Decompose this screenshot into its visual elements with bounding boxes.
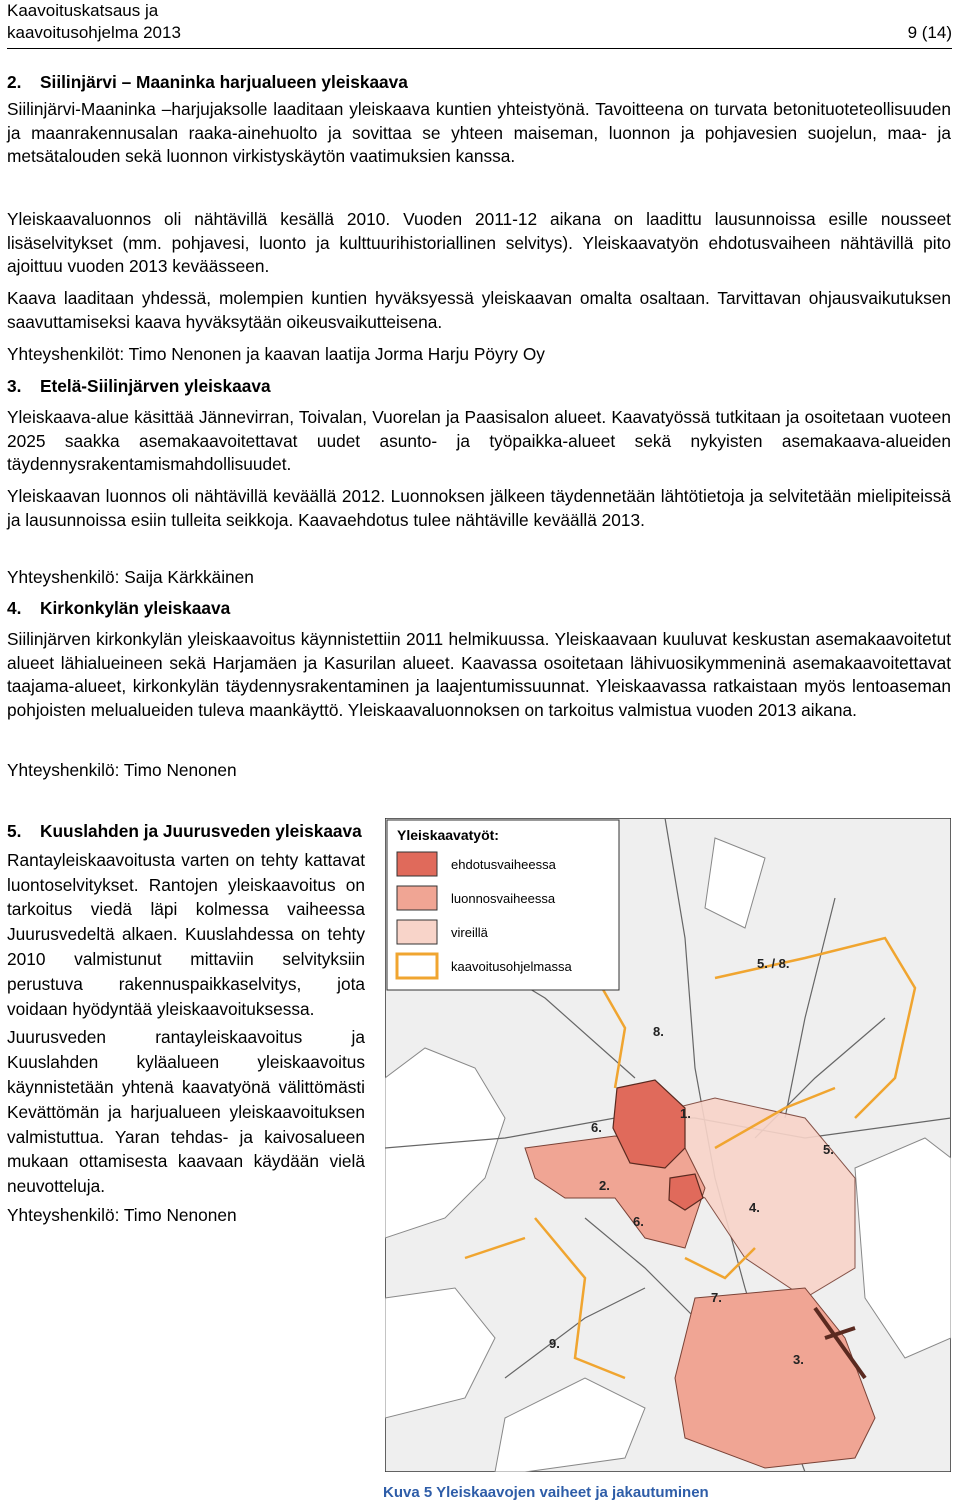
section-4-number: 4. (7, 598, 22, 618)
section-3-number: 3. (7, 376, 22, 396)
section-2-title: Siilinjärvi – Maaninka harjualueen yleiskaava (40, 72, 408, 92)
figure-caption: Kuva 5 Yleiskaavojen vaiheet ja jakautuminen (383, 1484, 709, 1501)
section-2-paragraph-3: Kaava laaditaan yhdessä, molempien kuntien hyväksyessä yleiskaavan omalta osaltaan. Tarvittavan ohjausvaikutuksen saavuttamiseksi kaava hyväksytään oikeusvaikutteisena. (7, 288, 951, 332)
map-svg (385, 818, 951, 1472)
legend-swatch (397, 920, 437, 944)
section-5-heading (7, 819, 365, 844)
legend-label: vireillä (451, 925, 488, 940)
zone-label: 2. (599, 1178, 610, 1193)
section-2-paragraph-2: Yleiskaavaluonnos oli nähtävillä kesällä 2010. Vuoden 2011-12 aikana on laadittu lausunnoissa esille nousseet lisäselvitykset (mm. pohjavesi, luonto ja kulttuurihistoriallinen selvitys). Yleiskaavatyön ehdotusvaiheen nähtävillä pito ajoittuu vuoden 2013 keväässeen. (7, 209, 951, 276)
section-5-column (7, 819, 365, 1228)
zone-label: 9. (549, 1336, 560, 1351)
legend-swatch (397, 852, 437, 876)
map-legend (387, 820, 619, 990)
legend-label: luonnosvaiheessa (451, 891, 556, 906)
zone-label: 8. (653, 1024, 664, 1039)
section-2-heading (7, 71, 408, 95)
legend-label: kaavoitusohjelmassa (451, 959, 572, 974)
page-header (7, 0, 952, 44)
section-5-contact: Yhteyshenkilö: Timo Nenonen (7, 1204, 237, 1225)
section-3-heading (7, 375, 271, 399)
section-4-heading (7, 597, 230, 621)
zone-label: 6. (591, 1120, 602, 1135)
zone-label: 5. (823, 1142, 834, 1157)
section-3-paragraph-1: Yleiskaava-alue käsittää Jännevirran, Toivalan, Vuorelan ja Paasisalon alueet. Kaavatyössä tutkitaan ja osoitetaan vuoteen 2025 saakka asemakaavoitettavat uudet asunto- ja työpaikka-alueet sekä nykyisten asemakaava-alueiden täydennysrakentamismahdollisuudet. (7, 407, 951, 474)
section-3-contact: Yhteyshenkilö: Saija Kärkkäinen (7, 567, 254, 587)
header-title-line2: kaavoitusohjelma 2013 (7, 23, 181, 42)
section-4-contact: Yhteyshenkilö: Timo Nenonen (7, 760, 237, 780)
section-5-paragraph-1: Rantayleiskaavoitusta varten on tehty kattavat luontoselvitykset. Rantojen yleiskaavoitus on tarkoitus viedä läpi kolmessa vaiheessa Juurusvedeltä alkaen. Kuuslahdessa on tehty 2010 valmistunut mittaviin selvityksiin perustuva rakennuspaikkaselvitys, jota voidaan hyödyntää yleiskaavoituksessa. (7, 849, 365, 1019)
section-3-paragraph-2: Yleiskaavan luonnos oli nähtävillä keväällä 2012. Luonnoksen jälkeen täydennetään lähtötietoja ja selvitetään mielipiteissä ja lausunnoissa esiin tulleita seikkoja. Kaavaehdotus tulee nähtäville keväällä 2013. (7, 486, 951, 530)
legend-title: Yleiskaavatyöt: (397, 827, 499, 843)
section-3-title: Etelä-Siilinjärven yleiskaava (40, 376, 271, 396)
section-2-paragraph-1: Siilinjärvi-Maaninka –harjujaksolle laaditaan yleiskaava kuntien yhteistyönä. Tavoitteena on turvata betonituoteteollisuuden ja maanrakennusalan raaka-ainehuolto ja sovittaa se yhteen maiseman, luonnon ja pohjavesien suojelun, maa- ja metsätalouden sekä luonnon virkistyskäytön vaatimuksien kanssa. (7, 99, 951, 166)
header-title-line1: Kaavoituskatsaus ja (7, 1, 159, 20)
section-2-number: 2. (7, 72, 22, 92)
page-number: 9 (14) (907, 23, 952, 42)
header-divider (7, 48, 952, 49)
section-2-contact: Yhteyshenkilöt: Timo Nenonen ja kaavan laatija Jorma Harju Pöyry Oy (7, 344, 545, 364)
zone-label: 7. (711, 1290, 722, 1305)
zone-label: 6. (633, 1214, 644, 1229)
zone-label: 5. / 8. (757, 956, 790, 971)
section-4-title: Kirkonkylän yleiskaava (40, 598, 231, 618)
section-4-paragraph-1: Siilinjärven kirkonkylän yleiskaavoitus käynnistettiin 2011 helmikuussa. Yleiskaavaan kuuluvat keskustan asemakaavoitetut alueet lähialueineen sekä Harjamäen ja Kasurilan alueet. Kaavassa osoitetaan lähivuosikymmeninä asemakaavoitettavat taajama-alueet, kirkonkylän täydennysrakentaminen ja laajentumissuunnat. Yleiskaavassa ratkaistaan myös lentoaseman pohjoisten melualueiden tuleva maankäyttö. Yleiskaavaluonnoksen on tarkoitus valmistua vuoden 2013 aikana. (7, 629, 951, 720)
section-5-title: Kuuslahden ja Juurusveden yleiskaava (40, 821, 362, 841)
section-5-paragraph-2: Juurusveden rantayleiskaavoitus ja Kuuslahden kyläalueen yleiskaavoitus käynnistetään yhtenä kaavatyönä välittömästi Kevättömän ja harjualueen yleiskaavoituksen valmistuttua. Yaran tehdas- ja kaivosalueen mukaan ottamisesta kaavaan käydään vielä neuvotteluja. (7, 1027, 365, 1197)
section-5-number: 5. (7, 821, 22, 841)
legend-swatch (397, 886, 437, 910)
legend-label: ehdotusvaiheessa (451, 857, 556, 872)
zoning-map (385, 818, 951, 1472)
zone-label: 1. (680, 1106, 691, 1121)
zone-label: 3. (793, 1352, 804, 1367)
zone-label: 4. (749, 1200, 760, 1215)
legend-swatch (397, 954, 437, 978)
